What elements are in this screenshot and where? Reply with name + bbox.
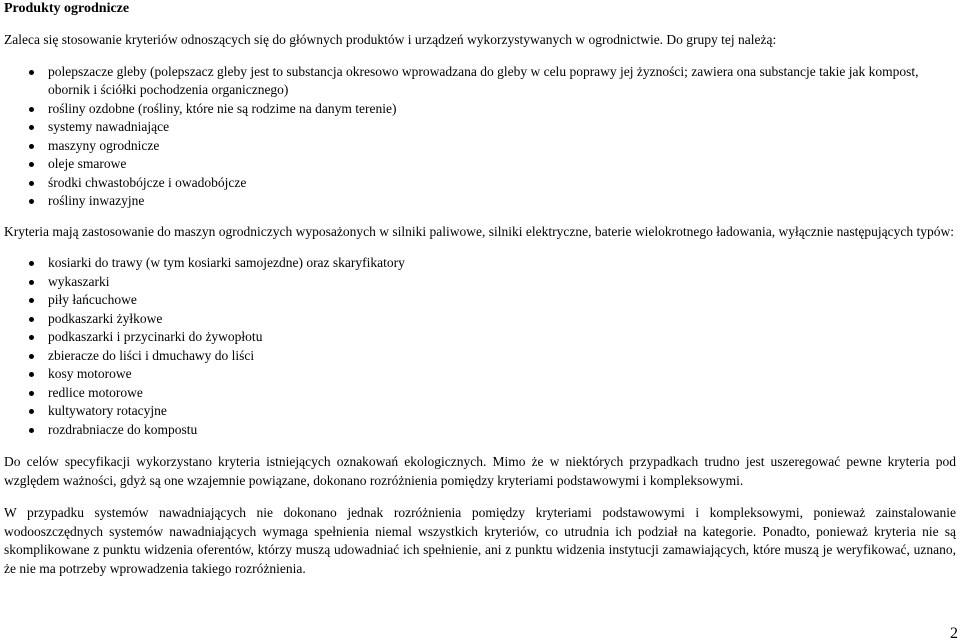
list-item: kultywatory rotacyjne <box>4 402 956 421</box>
ecolabel-paragraph: Do celów specyfikacji wykorzystano kryteria istniejących oznakowań ekologicznych. Mimo że w niektórych przypadkach trudno jest uszeregować pewne kryteria pod względem ważności, gdyż są one wzajemnie powiązane, dokonano rozróżnienia pomiędzy kryteriami podstawowymi i kompleksowymi. <box>4 454 956 488</box>
product-list <box>4 63 956 211</box>
list-item: podkaszarki i przycinarki do żywopłotu <box>4 328 956 347</box>
list-item: rozdrabniacze do kompostu <box>4 421 956 440</box>
list-item: polepszacze gleby (polepszacz gleby jest to substancja okresowo wprowadzana do gleby w celu poprawy jej żyzności; zawiera ona substancje takie jak kompost, obornik i ściółki pochodzenia organicznego) <box>4 63 956 100</box>
machinery-list <box>4 254 956 439</box>
document-page <box>4 0 956 578</box>
list-item: rośliny inwazyjne <box>4 192 956 211</box>
list-item: piły łańcuchowe <box>4 291 956 310</box>
list-item: maszyny ogrodnicze <box>4 137 956 156</box>
list-item: wykaszarki <box>4 273 956 292</box>
list-item: podkaszarki żyłkowe <box>4 310 956 329</box>
list-item: rośliny ozdobne (rośliny, które nie są rodzime na danym terenie) <box>4 100 956 119</box>
section-heading: Produkty ogrodnicze <box>4 1 130 16</box>
list-item: oleje smarowe <box>4 155 956 174</box>
list-item: redlice motorowe <box>4 384 956 403</box>
list-item: zbieracze do liści i dmuchawy do liści <box>4 347 956 366</box>
intro-paragraph: Zaleca się stosowanie kryteriów odnoszących się do głównych produktów i urządzeń wykorzystywanych w ogrodnictwie. Do grupy tej należą: <box>4 32 777 47</box>
list-item: systemy nawadniające <box>4 118 956 137</box>
list-item: kosy motorowe <box>4 365 956 384</box>
page-number: 2 <box>950 625 958 642</box>
list-item: środki chwastobójcze i owadobójcze <box>4 174 956 193</box>
irrigation-paragraph: W przypadku systemów nawadniających nie dokonano jednak rozróżnienia pomiędzy kryteriami podstawowymi i kompleksowymi, ponieważ zainstalowanie wodooszczędnych systemów nawadniających wymaga spełnienia niemal wszystkich kryteriów, co utrudnia ich podział na kategorie. Ponadto, ponieważ kryteria nie są skomplikowane z punktu widzenia oferentów, którzy muszą udowadniać ich spełnienie, ani z punktu widzenia instytucji zamawiających, które muszą je weryfikować, uznano, że nie ma potrzeby wprowadzenia takiego rozróżnienia. <box>4 505 956 576</box>
machinery-paragraph: Kryteria mają zastosowanie do maszyn ogrodniczych wyposażonych w silniki paliwowe, silniki elektryczne, baterie wielokrotnego ładowania, wyłącznie następujących typów: <box>4 223 954 239</box>
list-item: kosiarki do trawy (w tym kosiarki samojezdne) oraz skaryfikatory <box>4 254 956 273</box>
